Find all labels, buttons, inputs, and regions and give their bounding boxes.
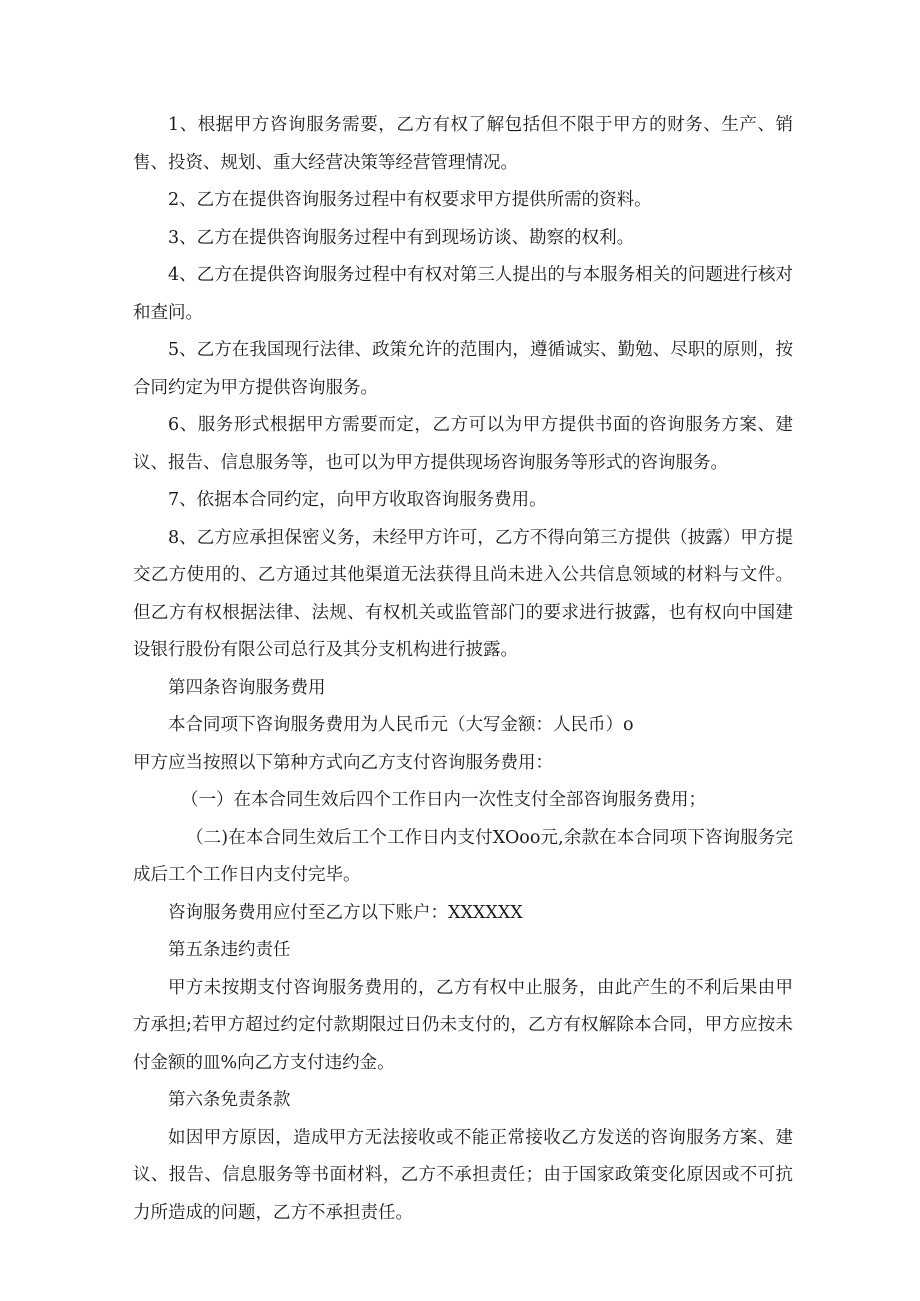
clause-paragraph-4: 4、乙方在提供咨询服务过程中有权对第三人提出的与本服务相关的问题进行核对和查问。	[133, 265, 793, 323]
clause-paragraph-8: 8、乙方应承担保密义务，未经甲方许可，乙方不得向第三方提供（披露）甲方提交乙方使用的、乙方通过其他渠道无法获得且尚未进入公共信息领域的材料与文件。但乙方有权根据法律、法规、有权机关或监管部门的要求进行披露，也有权向中国建设银行股份有限公司总行及其分支机构进行披露。	[133, 527, 793, 660]
payment-option-2: （二)在本合同生效后工个工作日内支付XOoo元,余款在本合同项下咨询服务完成后工个工作日内支付完毕。	[133, 827, 793, 885]
payment-account-paragraph: 咨询服务费用应付至乙方以下账户：XXXXXX	[168, 902, 523, 923]
exemption-paragraph: 如因甲方原因，造成甲方无法接收或不能正常接收乙方发送的咨询服务方案、建议、报告、信息服务等书面材料，乙方不承担责任；由于国家政策变化原因或不可抗力所造成的问题，乙方不承担责任。	[133, 1127, 793, 1223]
section-heading-article-6: 第六条免责条款	[168, 1090, 291, 1110]
document-body	[133, 107, 793, 1232]
fee-amount-paragraph: 本合同项下咨询服务费用为人民币元（大写金额：人民币）o	[168, 715, 634, 735]
breach-liability-paragraph: 甲方未按期支付咨询服务费用的，乙方有权中止服务，由此产生的不利后果由甲方承担;若甲方超过约定付款期限过日仍未支付的，乙方有权解除本合同，甲方应按未付金额的皿%向乙方支付违约金。	[133, 977, 793, 1073]
payment-method-paragraph: 甲方应当按照以下第种方式向乙方支付咨询服务费用：	[133, 752, 553, 773]
clause-paragraph-7: 7、依据本合同约定，向甲方收取咨询服务费用。	[168, 490, 547, 510]
clause-paragraph-2: 2、乙方在提供咨询服务过程中有权要求甲方提供所需的资料。	[168, 190, 652, 210]
clause-paragraph-5: 5、乙方在我国现行法律、政策允许的范围内，遵循诚实、勤勉、尽职的原则，按合同约定为甲方提供咨询服务。	[133, 340, 793, 398]
payment-option-1: （一）在本合同生效后四个工作日内一次性支付全部咨询服务费用；	[181, 790, 706, 810]
clause-paragraph-1: 1、根据甲方咨询服务需要，乙方有权了解包括但不限于甲方的财务、生产、销售、投资、规划、重大经营决策等经营管理情况。	[133, 115, 793, 173]
clause-paragraph-6: 6、服务形式根据甲方需要而定，乙方可以为甲方提供书面的咨询服务方案、建议、报告、信息服务等，也可以为甲方提供现场咨询服务等形式的咨询服务。	[133, 415, 793, 473]
clause-paragraph-3: 3、乙方在提供咨询服务过程中有到现场访谈、勘察的权利。	[168, 227, 635, 248]
section-heading-article-4: 第四条咨询服务费用	[168, 677, 326, 698]
section-heading-article-5: 第五条违约责任	[168, 940, 291, 960]
